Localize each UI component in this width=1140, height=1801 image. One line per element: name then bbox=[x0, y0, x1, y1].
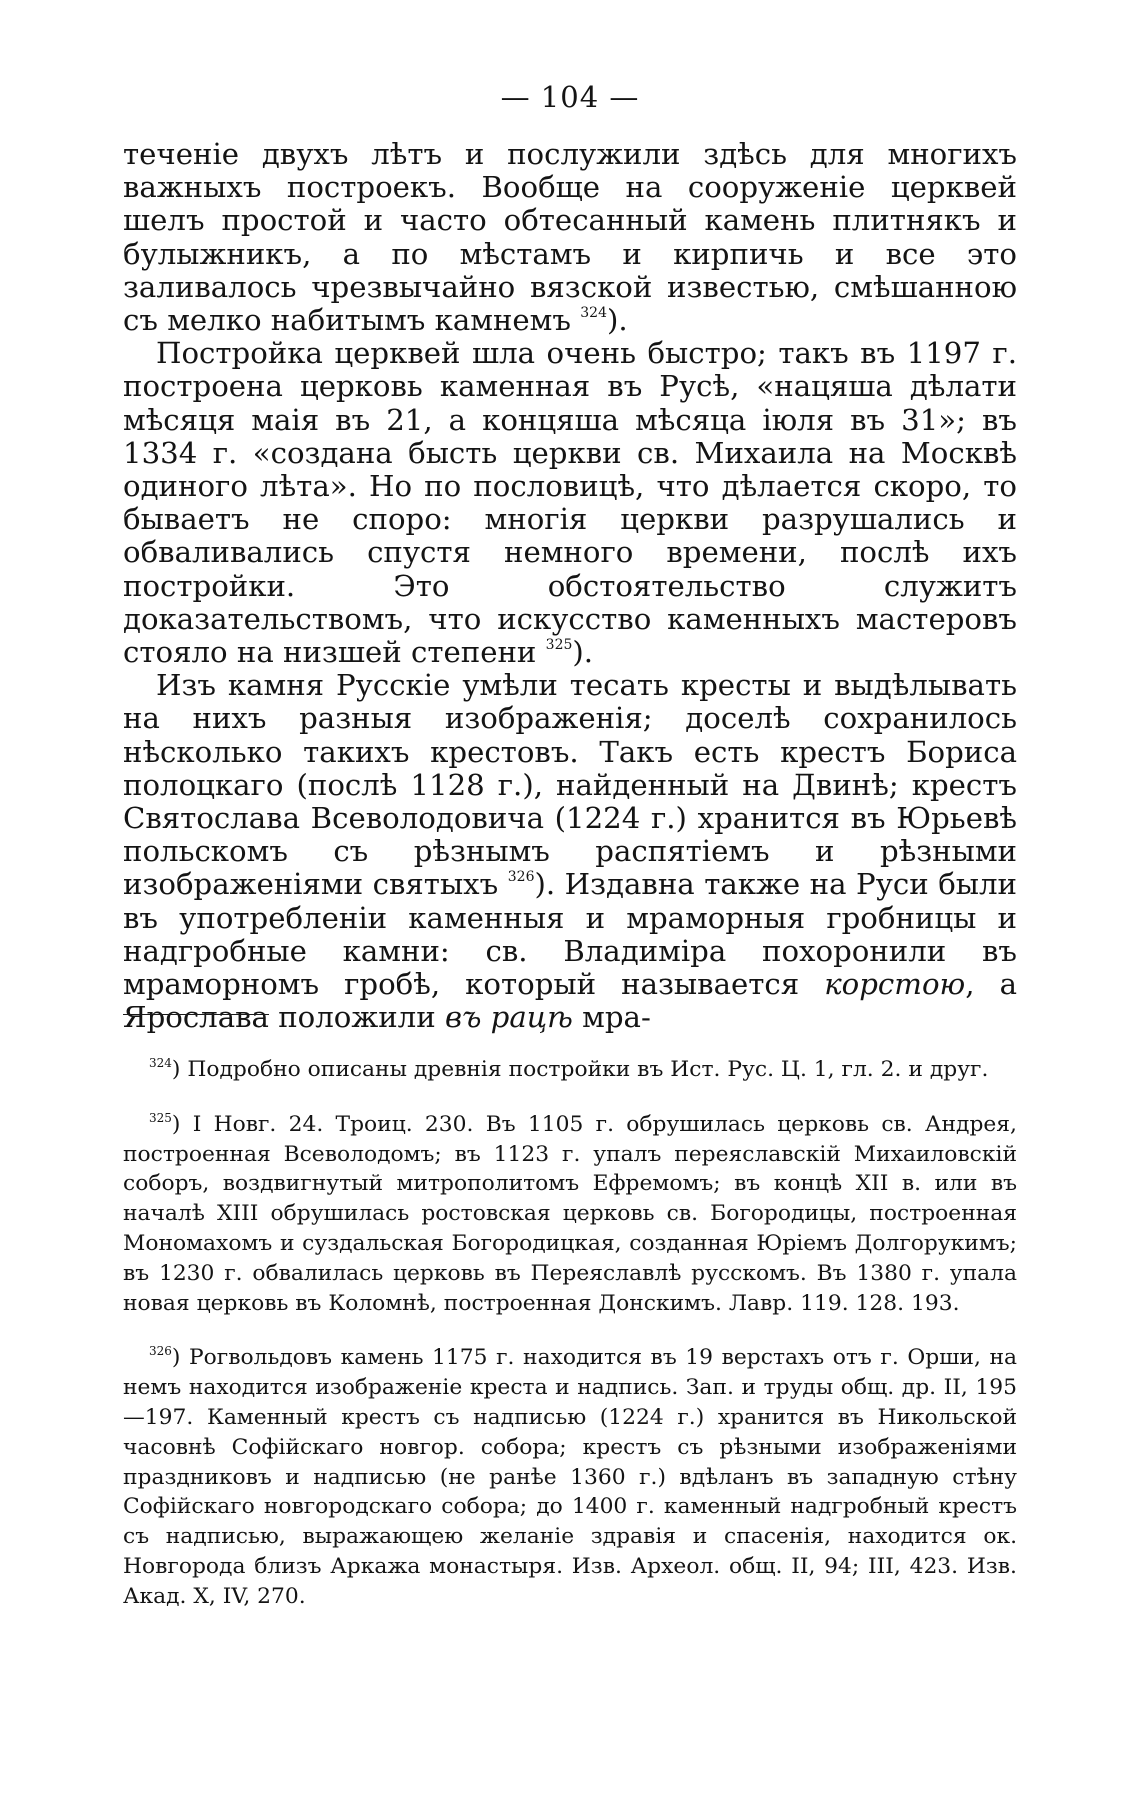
footnote-text: ) Рогвольдовъ камень 1175 г. находится въ 19 верстахъ отъ г. Орши, на немъ находится изображеніе креста и надпись. Зап. и труды общ. др. II, 195—197. Каменный крестъ съ надписью (1224 г.) хранится въ Никольской часовнѣ Софійскаго новгор. собора; крестъ съ рѣзными изображеніями праздниковъ и надписью (не ранѣе 1360 г.) вдѣланъ въ западную стѣну Софійскаго новгородскаго собора; до 1400 г. каменный надгробный крестъ съ надписью, выражающею желаніе здравія и спасенія, находится ок. Новгорода близъ Аркажа монастыря. Изв. Археол. общ. II, 94; III, 423. Изв. Акад. X, IV, 270. bbox=[123, 1345, 1017, 1609]
paragraph-1 bbox=[123, 138, 1017, 337]
paragraph-2 bbox=[123, 337, 1017, 669]
footnote-ref-324: 324 bbox=[580, 305, 607, 322]
footnotes bbox=[123, 1055, 1017, 1637]
footnote-number: 325 bbox=[149, 1110, 172, 1125]
paragraph-2-text: Постройка церквей шла очень быстро; такъ въ 1197 г. построена церковь каменная въ Русѣ, «нацяша дѣлати мѣсяця маія въ 21, а концяша мѣсяца іюля въ 31»; въ 1334 г. «создана бысть церкви св. Михаила на Москвѣ одиного лѣта». Но по пословицѣ, что дѣлается скоро, то бываетъ не споро: многія церкви разрушались и обваливались спустя немного времени, послѣ ихъ постройки. Это обстоятельство служитъ доказательствомъ, что искусство каменныхъ мастеровъ стояло на низшей степени bbox=[123, 336, 1017, 670]
main-text bbox=[123, 138, 1017, 1034]
page-number: — 104 — bbox=[500, 80, 640, 114]
italic-term-korstoyu: корстою bbox=[824, 967, 966, 1002]
paragraph-1-end: ). bbox=[606, 303, 628, 338]
footnote-ref-325: 325 bbox=[545, 637, 573, 654]
footnote-text: ) Подробно описаны древнія постройки въ Ист. Рус. Ц. 1, гл. 2. и друг. bbox=[171, 1057, 989, 1082]
footnote-text: ) I Новг. 24. Троиц. 230. Въ 1105 г. обрушилась церковь св. Андрея, построенная Всеволодомъ; въ 1123 г. упалъ переяславскій Михаиловскій соборъ, воздвигнутый митрополитомъ Ефремомъ; въ концѣ XII в. или въ началѣ XIII обрушилась ростовская церковь св. Богородицы, построенная Мономахомъ и суздальская Богородицкая, созданная Юріемъ Долгорукимъ; въ 1230 г. обвалилась церковь въ Переяславлѣ русскомъ. Въ 1380 г. упала новая церковь въ Коломнѣ, построенная Донскимъ. Лавр. 119. 128. 193. bbox=[123, 1111, 1017, 1316]
footnote-number: 326 bbox=[149, 1344, 172, 1359]
footnote-324 bbox=[123, 1055, 1017, 1085]
footnote-326 bbox=[123, 1343, 1017, 1611]
paragraph-3 bbox=[123, 669, 1017, 1034]
footnote-number: 324 bbox=[149, 1056, 172, 1070]
italic-term-v-race: въ рацѣ bbox=[444, 1000, 573, 1035]
footnote-separator bbox=[123, 1014, 269, 1015]
paragraph-1-text: теченіе двухъ лѣтъ и послужили здѣсь для многихъ важныхъ построекъ. Вообще на сооруженіе церквей шелъ простой и часто обтесанный камень плитнякъ и булыжникъ, а по мѣстамъ и кирпичь и все это заливалось чрезвычайно вязской известью, смѣшанною съ мелко набитымъ камнемъ bbox=[123, 137, 1017, 338]
paragraph-3-text-a: Изъ камня Русскіе умѣли тесать кресты и выдѣлывать на нихъ разныя изображенія; доселѣ сохранилось нѣсколько такихъ крестовъ. Такъ есть крестъ Бориса полоцкаго (послѣ 1128 г.), найденный на Двинѣ; крестъ Святослава Всеволодовича (1224 г.) хранится въ Юрьевѣ польскомъ съ рѣзнымъ распятіемъ и рѣзными изображеніями святыхъ bbox=[123, 668, 1017, 902]
paragraph-3-text-c: , а Ярослава положили bbox=[123, 967, 1017, 1035]
paragraph-3-text-b: ). Издавна также на Руси были въ употребленіи каменныя и мраморныя гробницы и надгробные камни: св. Владиміра похоронили въ мраморномъ гробѣ, который называется bbox=[123, 867, 1017, 1002]
paragraph-3-text-d: мра- bbox=[582, 1000, 651, 1035]
footnote-ref-326: 326 bbox=[507, 869, 535, 886]
footnote-325 bbox=[123, 1110, 1017, 1319]
paragraph-2-end: ). bbox=[572, 635, 594, 670]
